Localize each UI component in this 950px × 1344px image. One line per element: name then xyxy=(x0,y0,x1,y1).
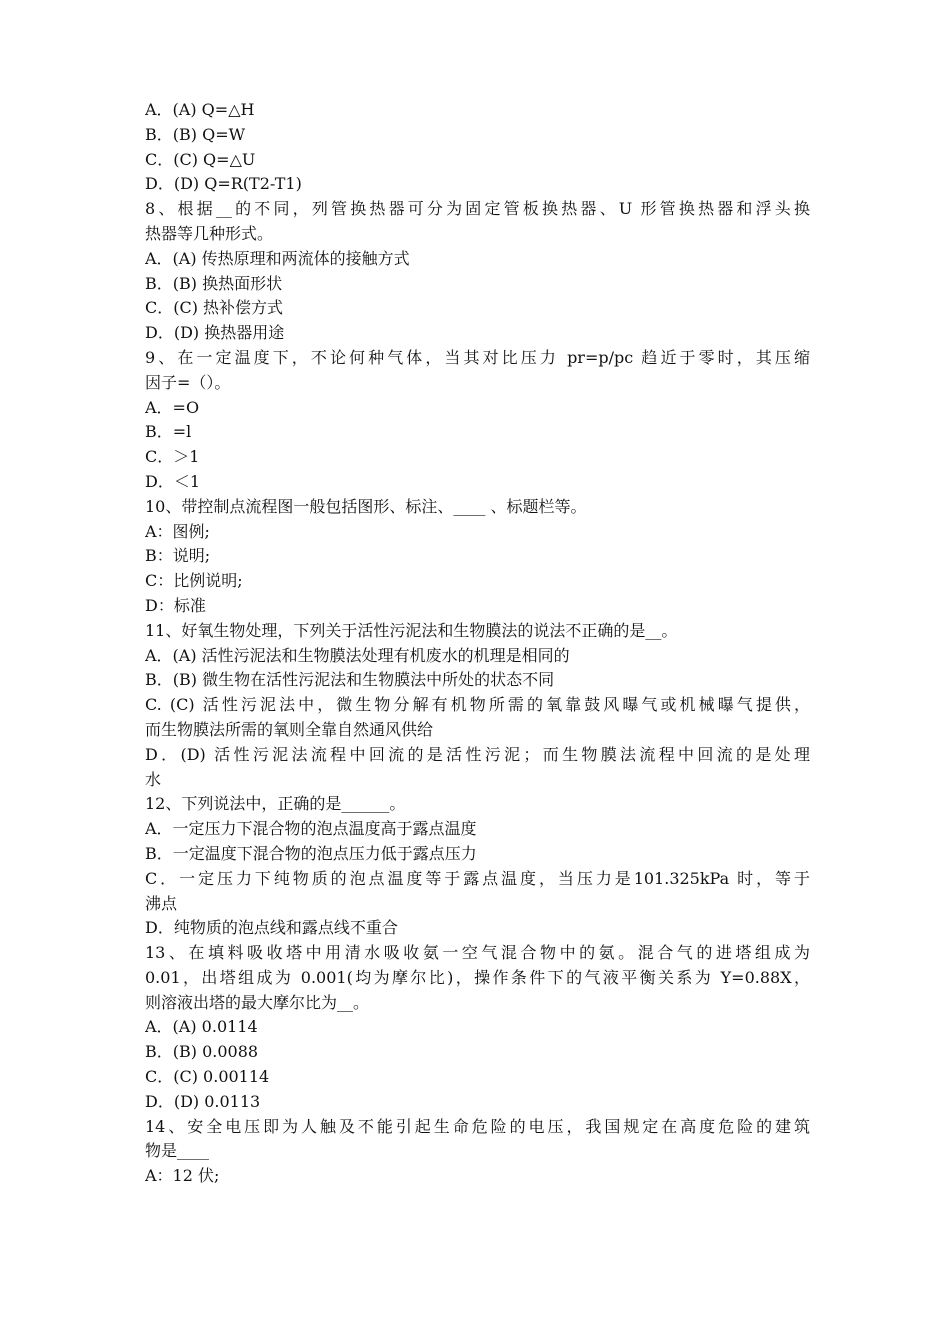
text-line: D．(D) 换热器用途 xyxy=(145,323,285,343)
text-line: B：说明; xyxy=(145,546,211,566)
text-line: C．(C) 热补偿方式 xyxy=(145,298,284,318)
text-line: D．(D) 0.0113 xyxy=(145,1091,261,1111)
text-line: B．(B) 微生物在活性污泥法和生物膜法中所处的状态不同 xyxy=(145,670,555,690)
text-line: 11、好氧生物处理，下列关于活性污泥法和生物膜法的说法不正确的是__。 xyxy=(145,620,678,640)
text-line: A．(A) 活性污泥法和生物膜法处理有机废水的机理是相同的 xyxy=(145,645,570,665)
text-line: 则溶液出塔的最大摩尔比为__。 xyxy=(145,992,370,1012)
text-line: 14、安全电压即为人触及不能引起生命危险的电压，我国规定在高度危险的建筑 xyxy=(145,1116,810,1136)
text-line: C．一定压力下纯物质的泡点温度等于露点温度，当压力是101.325kPa 时，等于 xyxy=(145,868,810,888)
text-line: 而生物膜法所需的氧则全靠自然通风供给 xyxy=(145,719,434,739)
document-page xyxy=(145,98,810,1189)
text-line: D．(D) Q=R(T2-T1) xyxy=(145,174,302,194)
text-line: D：标准 xyxy=(145,595,206,615)
text-line: A：12 伏; xyxy=(145,1166,220,1186)
text-line: A．(A) 0.0114 xyxy=(145,1017,258,1037)
text-line: A．(A) 传热原理和两流体的接触方式 xyxy=(145,248,410,268)
text-line: 热器等几种形式。 xyxy=(145,223,274,243)
text-line: 沸点 xyxy=(145,893,178,913)
text-line: A．=O xyxy=(145,397,200,417)
text-line: D．(D) 活性污泥法流程中回流的是活性污泥；而生物膜法流程中回流的是处理 xyxy=(145,744,810,764)
text-line: B．=l xyxy=(145,422,192,442)
text-line: B．(B) Q=W xyxy=(145,124,246,144)
text-line: 10、带控制点流程图一般包括图形、标注、____ 、标题栏等。 xyxy=(145,496,587,516)
text-line: 物是____ xyxy=(145,1141,210,1161)
text-line: 水 xyxy=(145,769,162,789)
text-line: 9、在一定温度下，不论何种气体，当其对比压力 pr=p/pc 趋近于零时，其压缩 xyxy=(145,347,810,367)
text-line: C. (C) 活性污泥法中，微生物分解有机物所需的氧靠鼓风曝气或机械曝气提供， xyxy=(145,695,810,715)
text-line: 因子=（）。 xyxy=(145,372,231,392)
text-line: A．一定压力下混合物的泡点温度高于露点温度 xyxy=(145,819,477,839)
text-line: 13、在填料吸收塔中用清水吸收氨一空气混合物中的氨。混合气的进塔组成为 xyxy=(145,943,810,963)
text-line: C．＞1 xyxy=(145,447,200,467)
text-line: D．＜1 xyxy=(145,471,201,491)
text-line: A．(A) Q=△H xyxy=(145,100,255,119)
text-line: C：比例说明; xyxy=(145,571,243,591)
text-line: C．(C) 0.00114 xyxy=(145,1067,270,1087)
text-line: 0.01，出塔组成为 0.001(均为摩尔比)，操作条件下的气液平衡关系为 Y=0.88X， xyxy=(145,967,810,987)
text-line: B．(B) 0.0088 xyxy=(145,1042,259,1062)
text-line: B．一定温度下混合物的泡点压力低于露点压力 xyxy=(145,843,477,863)
text-line: D．纯物质的泡点线和露点线不重合 xyxy=(145,918,398,938)
text-line: 8、根据__的不同，列管换热器可分为固定管板换热器、U 形管换热器和浮头换 xyxy=(145,199,810,219)
text-line: C．(C) Q=△U xyxy=(145,149,256,169)
text-line: B．(B) 换热面形状 xyxy=(145,273,283,293)
text-line: 12、下列说法中，正确的是______。 xyxy=(145,794,406,814)
text-line: A：图例; xyxy=(145,521,210,541)
